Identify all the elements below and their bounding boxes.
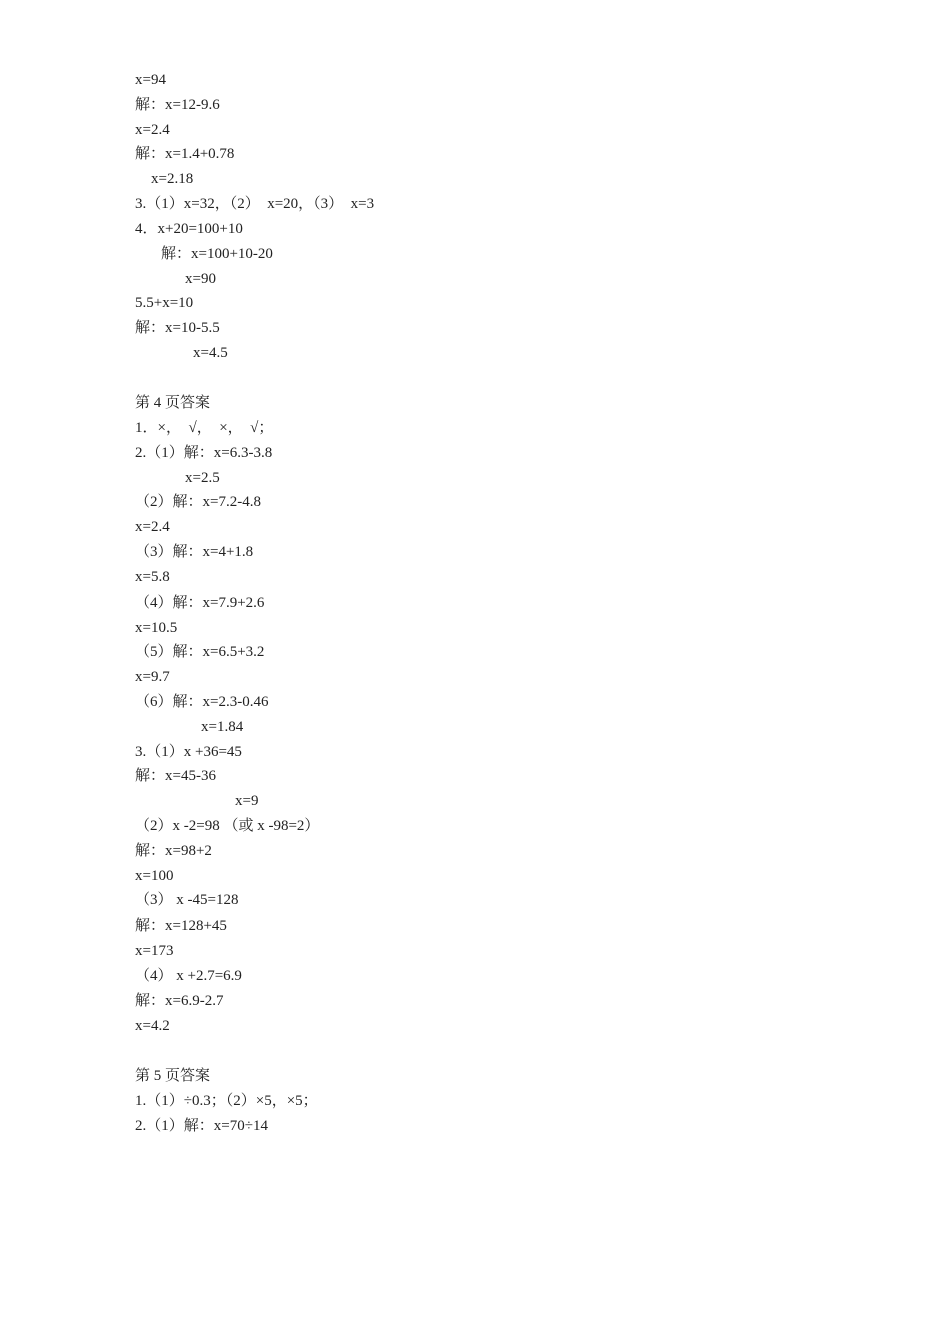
answer-line: 1．×， √， ×， √； <box>135 420 274 436</box>
answer-line: （3） x -45=128 <box>135 892 239 908</box>
section-heading: 第 5 页答案 <box>135 1068 211 1084</box>
answer-line: 5.5+x=10 <box>135 295 194 311</box>
answer-line: （2）解：x=7.2-4.8 <box>135 494 261 510</box>
answer-line: x=5.8 <box>135 569 170 585</box>
answer-line: 2.（1）解：x=70÷14 <box>135 1118 268 1134</box>
section-heading: 第 4 页答案 <box>135 395 211 411</box>
answer-line: x=1.84 <box>201 719 244 735</box>
answer-line: x=2.5 <box>185 470 220 486</box>
answer-line: x=100 <box>135 868 174 884</box>
answer-line: 解：x=12-9.6 <box>135 97 220 113</box>
answer-line: 1.（1）÷0.3；（2）×5，×5； <box>135 1093 318 1109</box>
answer-line: 4．x+20=100+10 <box>135 221 243 237</box>
answer-line: 解：x=6.9-2.7 <box>135 993 224 1009</box>
answer-line: x=4.2 <box>135 1018 170 1034</box>
answer-line: （2）x -2=98 （或 x -98=2） <box>135 818 320 834</box>
answer-line: 2.（1）解：x=6.3-3.8 <box>135 445 273 461</box>
answer-line: x=4.5 <box>193 345 228 361</box>
answer-line: 解：x=98+2 <box>135 843 212 859</box>
answer-line: （4）解：x=7.9+2.6 <box>135 595 265 611</box>
answer-line: （5）解：x=6.5+3.2 <box>135 644 265 660</box>
answer-line: x=94 <box>135 72 166 88</box>
answer-line: x=9.7 <box>135 669 170 685</box>
answer-line: x=2.4 <box>135 519 170 535</box>
answer-line: x=90 <box>185 271 216 287</box>
answer-line: x=2.4 <box>135 122 170 138</box>
answer-line: 解：x=100+10-20 <box>161 246 273 262</box>
answer-line: 解：x=10-5.5 <box>135 320 220 336</box>
answer-line: x=10.5 <box>135 620 178 636</box>
answer-line: x=173 <box>135 943 174 959</box>
answer-line: x=2.18 <box>151 171 194 187</box>
answer-line: （3）解：x=4+1.8 <box>135 544 254 560</box>
answer-line: x=9 <box>235 793 259 809</box>
answer-line: 3.（1）x +36=45 <box>135 744 242 760</box>
answer-line: 解：x=1.4+0.78 <box>135 146 235 162</box>
answer-line: 解：x=45-36 <box>135 768 216 784</box>
answer-line: 解：x=128+45 <box>135 918 227 934</box>
answer-line: （4） x +2.7=6.9 <box>135 968 242 984</box>
answer-line: 3.（1）x=32，（2） x=20，（3） x=3 <box>135 196 375 212</box>
answer-line: （6）解：x=2.3-0.46 <box>135 694 269 710</box>
